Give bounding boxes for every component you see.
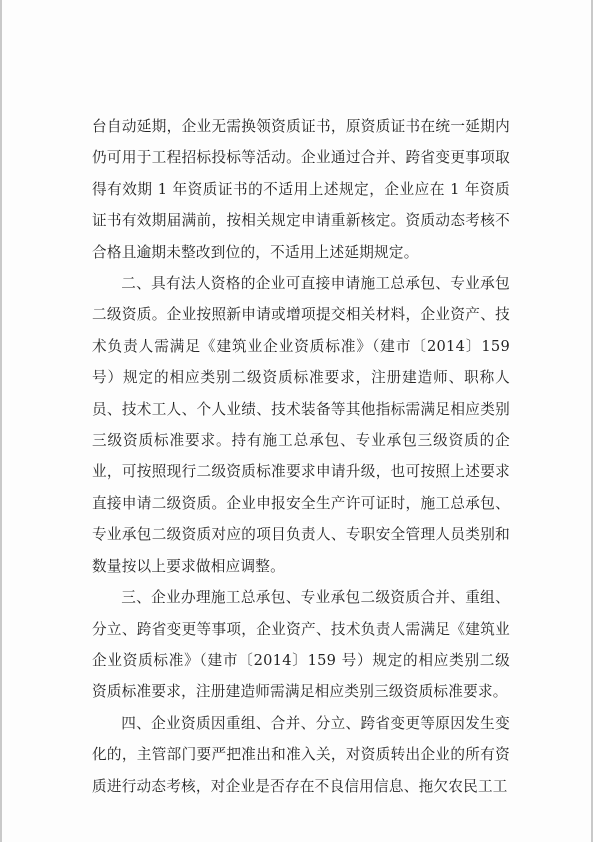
page-left-edge	[0, 0, 2, 842]
paragraph-item-2: 二、具有法人资格的企业可直接申请施工总承包、专业承包二级资质。企业按照新申请或增项提交相关材料，企业资产、技术负责人需满足《建筑业企业资质标准》（建市〔2014〕159 号）规定的相应类别二级资质标准要求，注册建造师、职称人员、技术工人、个人业绩、技术装备等其他指标需满足相应类别三级资质标准要求。持有施工总承包、专业承包三级资质的企业，可按照现行二级资质标准要求申请升级，也可按照上述要求直接申请二级资质。企业申报安全生产许可证时，施工总承包、专业承包二级资质对应的项目负责人、专职安全管理人员类别和数量按以上要求做相应调整。	[92, 275, 510, 575]
paragraph-continuation: 台自动延期，企业无需换领资质证书，原资质证书在统一延期内仍可用于工程招标投标等活动。企业通过合并、跨省变更事项取得有效期 1 年资质证书的不适用上述规定，企业应在 1 年资质证书有效期届满前，按相关规定申请重新核定。资质动态考核不合格且逾期未整改到位的，不适用上述延期规定。	[92, 118, 510, 261]
paragraph-item-3: 三、企业办理施工总承包、专业承包二级资质合并、重组、分立、跨省变更等事项，企业资产、技术负责人需满足《建筑业企业资质标准》（建市〔2014〕159 号）规定的相应类别二级资质标准要求，注册建造师需满足相应类别三级资质标准要求。	[92, 589, 510, 701]
document-body	[92, 111, 510, 802]
paragraph-item-4: 四、企业资质因重组、合并、分立、跨省变更等原因发生变化的，主管部门要严把准出和准入关，对资质转出企业的所有资质进行动态考核，对企业是否存在不良信用信息、拖欠农民工工	[92, 714, 510, 795]
